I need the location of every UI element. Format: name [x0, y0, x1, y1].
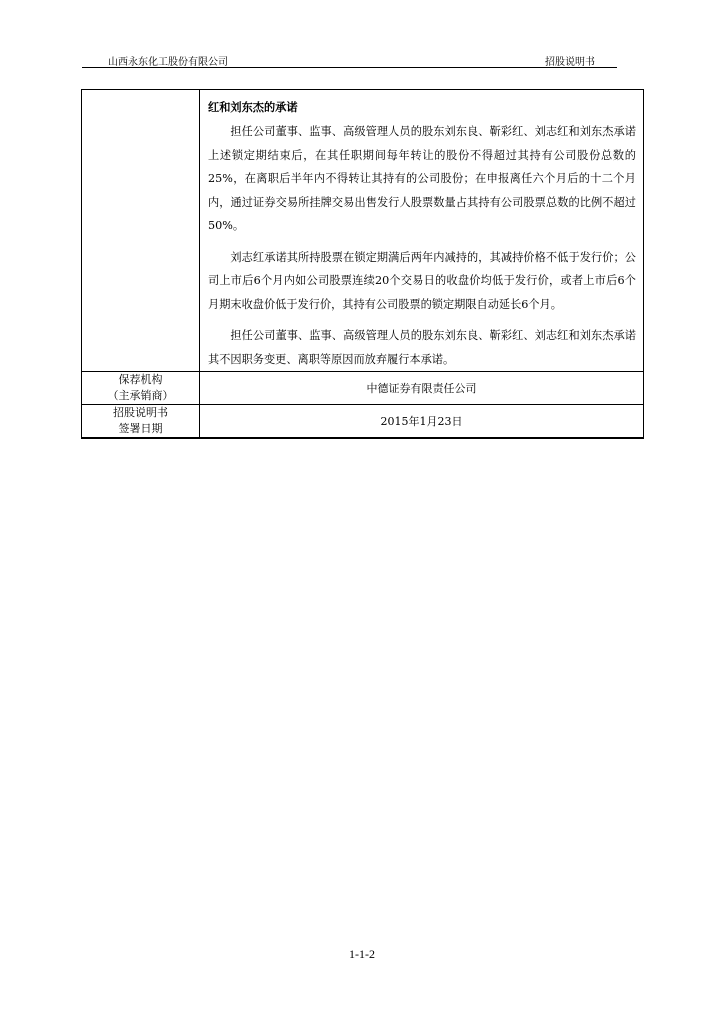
commitment-paragraph: 刘志红承诺其所持股票在锁定期满后两年内减持的，其减持价格不低于发行价；公司上市后6个月内如公司股票连续20个交易日的收盘价均低于发行价，或者上市后6个月期末收盘价低于发行价，其持有公司股票的锁定期限自动延长6个月。: [208, 250, 636, 311]
sponsor-label-line: 保荐机构: [118, 373, 163, 386]
commitment-paragraph: 担任公司董事、监事、高级管理人员的股东刘东良、靳彩红、刘志红和刘东杰承诺上述锁定期结束后，在其任职期间每年转让的股份不得超过其持有公司股份总数的25%，在离职后半年内不得转让其持有的公司股份；在申报离任六个月后的十二个月内，通过证券交易所挂牌交易出售发行人股票数量占其持有公司股票总数的比例不超过50%。: [208, 125, 636, 232]
commitment-row: [82, 90, 644, 372]
signing-date-row: [82, 405, 644, 439]
commitment-title: 红和刘东杰的承诺: [208, 100, 298, 114]
commitment-label-cell: [82, 90, 200, 372]
sponsor-row: [82, 372, 644, 405]
signing-date-label-line: 签署日期: [118, 422, 163, 435]
sponsor-label-line: （主承销商）: [107, 389, 174, 402]
sponsor-label: [82, 372, 200, 405]
page-header: [82, 50, 617, 68]
sponsor-value: 中德证券有限责任公司: [200, 372, 644, 405]
signing-date-value: 2015年1月23日: [200, 405, 644, 439]
page-number: 1-1-2: [349, 947, 375, 961]
header-company-name: 山西永东化工股份有限公司: [108, 57, 228, 68]
commitment-content-cell: [200, 90, 644, 372]
header-document-type: 招股说明书: [545, 57, 595, 68]
signing-date-label: [82, 405, 200, 439]
prospectus-info-table: [81, 89, 644, 439]
commitment-paragraph: 担任公司董事、监事、高级管理人员的股东刘东良、靳彩红、刘志红和刘东杰承诺其不因职务变更、离职等原因而放弃履行本承诺。: [208, 329, 636, 366]
signing-date-label-line: 招股说明书: [113, 406, 168, 419]
